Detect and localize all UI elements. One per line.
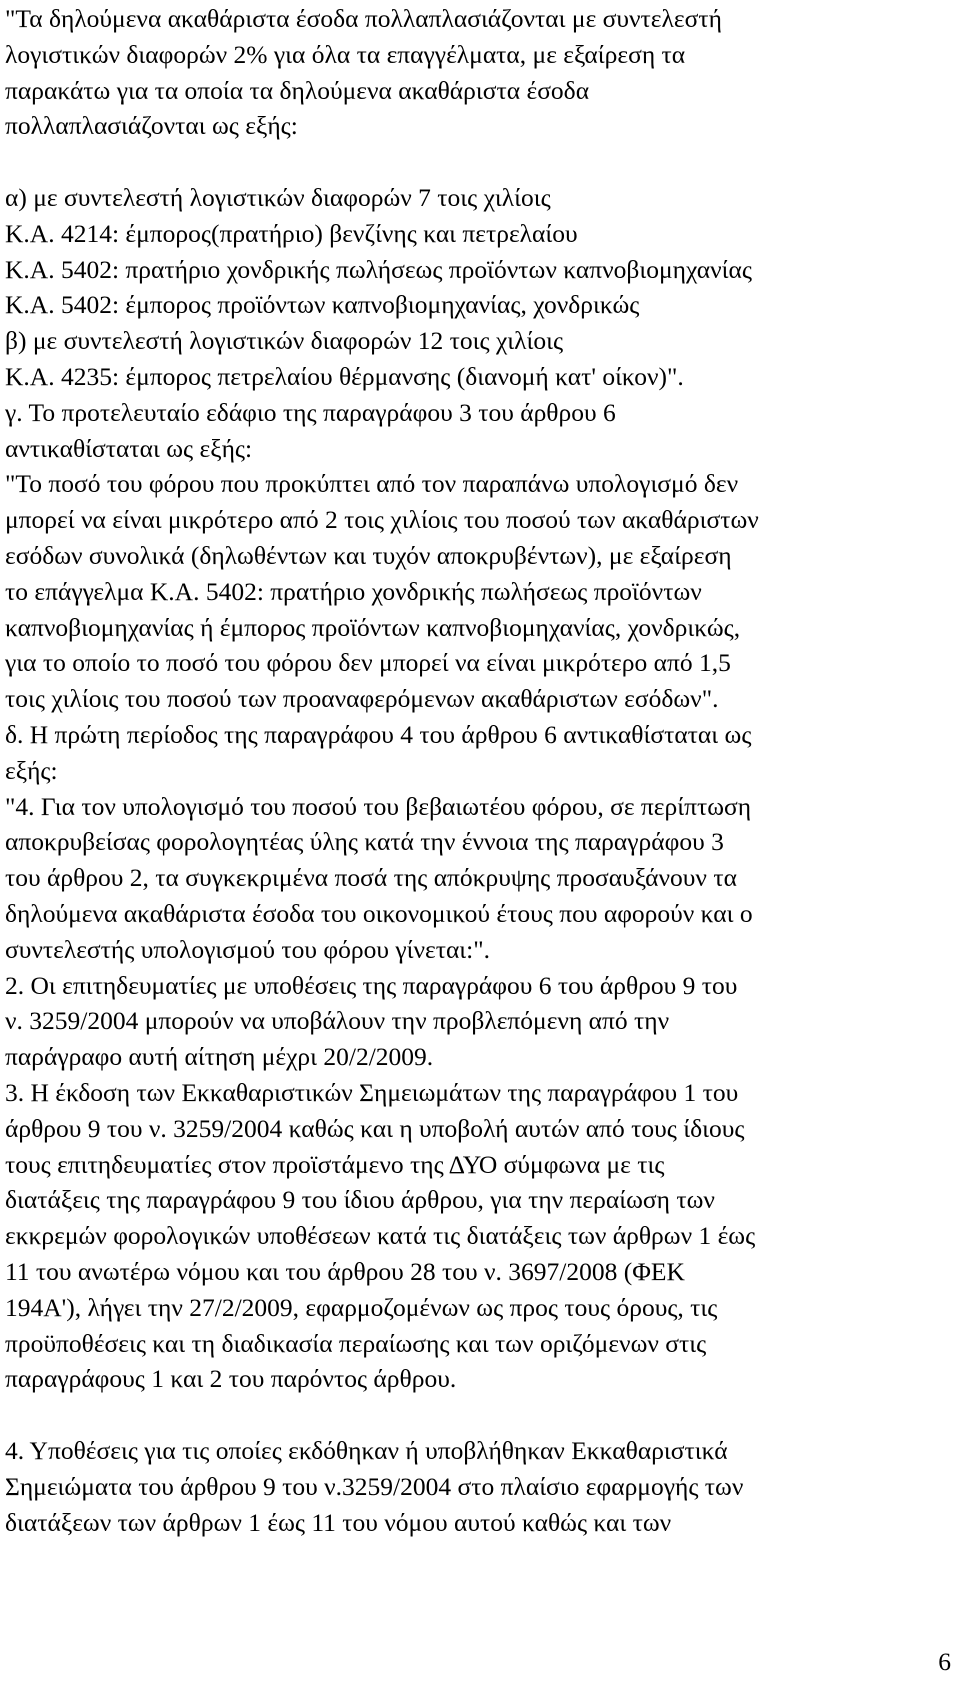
text-line: συντελεστής υπολογισμού του φόρου γίνεται:". <box>5 934 491 964</box>
text-line: β) με συντελεστή λογιστικών διαφορών 12 τοις χιλίοις <box>5 326 564 356</box>
text-line: Κ.Α. 4235: έμπορος πετρελαίου θέρμανσης (διανομή κατ' οίκον)". <box>5 362 684 391</box>
text-line: δηλούμενα ακαθάριστα έσοδα του οικονομικού έτους που αφορούν και ο <box>5 899 753 928</box>
text-line: τοις χιλίοις του ποσού των προαναφερόμενων ακαθάριστων εσόδων". <box>5 684 719 714</box>
text-line: το επάγγελμα Κ.Α. 5402: πρατήριο χονδρικής πωλήσεως προϊόντων <box>5 576 702 606</box>
text-line: 4. Υποθέσεις για τις οποίες εκδόθηκαν ή υποβλήθηκαν Εκκαθαριστικά <box>5 1436 728 1465</box>
text-line: γ. Το προτελευταίο εδάφιο της παραγράφου 3 του άρθρου 6 <box>5 397 616 427</box>
text-line: διατάξεων των άρθρων 1 έως 11 του νόμου αυτού καθώς και των <box>5 1507 672 1537</box>
text-line: 11 του ανωτέρω νόμου και του άρθρου 28 του ν. 3697/2008 (ΦΕΚ <box>5 1257 685 1286</box>
text-line: παραγράφους 1 και 2 του παρόντος άρθρου. <box>5 1364 457 1394</box>
text-line: για το οποίο το ποσό του φόρου δεν μπορεί να είναι μικρότερο από 1,5 <box>5 648 731 678</box>
text-line: Κ.Α. 4214: έμπορος(πρατήριο) βενζίνης και πετρελαίου <box>5 218 578 248</box>
text-line: δ. Η πρώτη περίοδος της παραγράφου 4 του άρθρου 6 αντικαθίσταται ως <box>5 720 752 749</box>
text-line: "4. Για τον υπολογισμό του ποσού του βεβαιωτέου φόρου, σε περίπτωση <box>5 791 752 821</box>
text-line: αποκρυβείσας φορολογητέας ύλης κατά την έννοια της παραγράφου 3 <box>5 827 724 857</box>
text-line: εξής: <box>5 755 58 785</box>
text-line: εσόδων συνολικά (δηλωθέντων και τυχόν αποκρυβέντων), με εξαίρεση <box>5 541 732 570</box>
text-line: καπνοβιομηχανίας ή έμπορος προϊόντων καπνοβιομηχανίας, χονδρικώς, <box>5 612 741 642</box>
text-line: εκκρεμών φορολογικών υποθέσεων κατά τις διατάξεις των άρθρων 1 έως <box>5 1221 756 1251</box>
text-line: λογιστικών διαφορών 2% για όλα τα επαγγέλματα, με εξαίρεση τα <box>5 39 686 69</box>
text-line: 2. Οι επιτηδευματίες με υποθέσεις της παραγράφου 6 του άρθρου 9 του <box>5 970 738 1000</box>
text-line: "Τα δηλούμενα ακαθάριστα έσοδα πολλαπλασιάζονται με συντελεστή <box>5 4 722 33</box>
text-line: 194Α'), λήγει την 27/2/2009, εφαρμοζομένων ως προς τους όρους, τις <box>5 1292 718 1322</box>
text-line: "Το ποσό του φόρου που προκύπτει από τον παραπάνω υπολογισμό δεν <box>5 469 739 499</box>
text-line: Σημειώματα του άρθρου 9 του ν.3259/2004 στο πλαίσιο εφαρμογής των <box>5 1471 744 1501</box>
text-line: α) με συντελεστή λογιστικών διαφορών 7 τοις χιλίοις <box>5 183 551 212</box>
text-line: διατάξεις της παραγράφου 9 του ίδιου άρθρου, για την περαίωση των <box>5 1185 715 1215</box>
text-line: 3. Η έκδοση των Εκκαθαριστικών Σημειωμάτων της παραγράφου 1 του <box>5 1078 739 1107</box>
text-line: προϋποθέσεις και τη διαδικασία περαίωσης και των οριζόμενων στις <box>5 1328 707 1358</box>
text-line: πολλαπλασιάζονται ως εξής: <box>5 111 298 141</box>
text-line: ν. 3259/2004 μπορούν να υποβάλουν την προβλεπόμενη από την <box>5 1006 670 1036</box>
text-line: Κ.Α. 5402: πρατήριο χονδρικής πωλήσεως προϊόντων καπνοβιομηχανίας <box>5 254 752 284</box>
text-line: τους επιτηδευματίες στον προϊστάμενο της ΔΥΟ σύμφωνα με τις <box>5 1149 665 1179</box>
text-line: παρακάτω για τα οποία τα δηλούμενα ακαθάριστα έσοδα <box>5 75 590 105</box>
text-line: Κ.Α. 5402: έμπορος προϊόντων καπνοβιομηχανίας, χονδρικώς <box>5 290 640 320</box>
text-line: μπορεί να είναι μικρότερο από 2 τοις χιλίοις του ποσού των ακαθάριστων <box>5 505 759 535</box>
text-line: παράγραφο αυτή αίτηση μέχρι 20/2/2009. <box>5 1042 434 1072</box>
text-line: άρθρου 9 του ν. 3259/2004 καθώς και η υποβολή αυτών από τους ίδιους <box>5 1113 745 1143</box>
text-line: αντικαθίσταται ως εξής: <box>5 433 253 463</box>
text-line: του άρθρου 2, τα συγκεκριμένα ποσά της απόκρυψης προσαυξάνουν τα <box>5 863 737 893</box>
page-number: 6 <box>938 1647 951 1676</box>
